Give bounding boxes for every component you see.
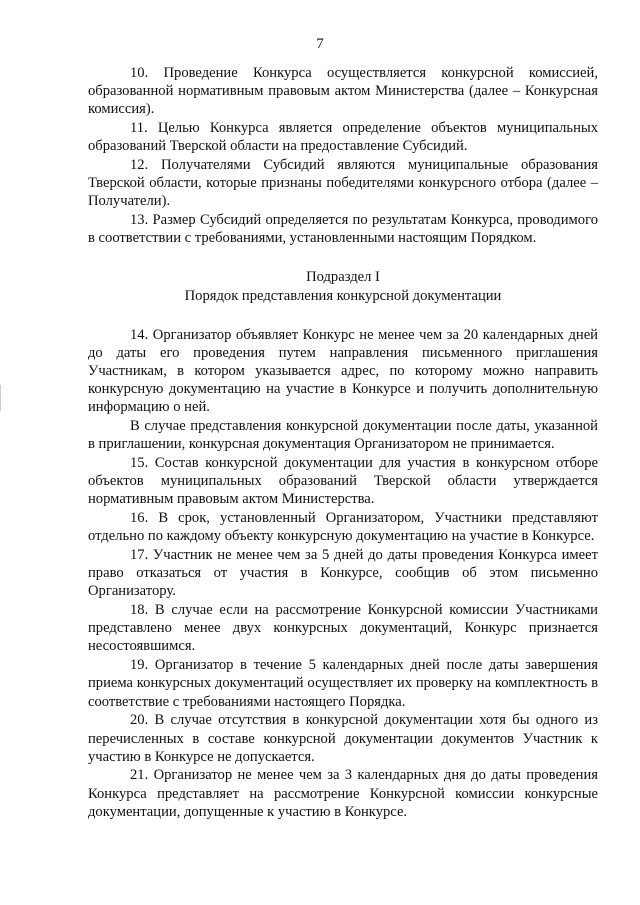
paragraph-20: 20. В случае отсутствия в конкурсной документации хотя бы одного из перечисленных в составе конкурсной документации документов Участник к участию в Конкурсе не допускается. <box>88 712 598 765</box>
paragraph-21: 21. Организатор не менее чем за 3 календарных дня до даты проведения Конкурса представляет на рассмотрение Конкурсной комиссии конкурсные документации, допущенные к участию в Конкурсе. <box>88 767 598 820</box>
paragraph-14-late-submission: В случае представления конкурсной документации после даты, указанной в приглашении, конкурсная документация Организатором не принимается. <box>88 418 598 453</box>
paragraph-19: 19. Организатор в течение 5 календарных дней после даты завершения приема конкурсных документаций осуществляет их проверку на комплектность в соответствие с требованиями настоящего Порядка. <box>88 657 598 710</box>
subsection-subtitle: Порядок представления конкурсной документации <box>184 287 502 304</box>
paragraph-16: 16. В срок, установленный Организатором, Участники представляют отдельно по каждому объекту конкурсную документацию на участие в Конкурсе. <box>88 510 598 545</box>
paragraph-14: 14. Организатор объявляет Конкурс не менее чем за 20 календарных дней до даты его проведения путем направления письменного приглашения Участникам, в котором указывается адрес, по которому можно направить конкурсную документацию на участие в Конкурсе и получить дополнительную информацию о ней. <box>88 326 598 416</box>
paragraph-13: 13. Размер Субсидий определяется по результатам Конкурса, проводимого в соответствии с требованиями, установленными настоящим Порядком. <box>88 212 598 247</box>
page-number: 7 <box>316 36 324 52</box>
paragraph-15: 15. Состав конкурсной документации для участия в конкурсном отборе объектов муниципальных образований Тверской области утверждается нормативным правовым актом Министерства. <box>88 454 598 508</box>
binding-edge-mark <box>0 385 1 411</box>
paragraph-10: 10. Проведение Конкурса осуществляется конкурсной комиссией, образованной нормативным правовым актом Министерства (далее – Конкурсная комиссия). <box>88 65 598 118</box>
paragraph-18: 18. В случае если на рассмотрение Конкурсной комиссии Участниками представлено менее двух конкурсных документаций, Конкурс признается несостоявшимся. <box>88 602 598 655</box>
paragraph-17: 17. Участник не менее чем за 5 дней до даты проведения Конкурса имеет право отказаться от участия в Конкурсе, сообщив об этом письменно Организатору. <box>88 546 598 600</box>
document-body <box>88 64 598 822</box>
subsection-heading <box>88 268 598 306</box>
paragraph-11: 11. Целью Конкурса является определение объектов муниципальных образований Тверской области на предоставление Субсидий. <box>88 120 598 155</box>
subsection-title: Подраздел I <box>306 268 380 285</box>
paragraph-12: 12. Получателями Субсидий являются муниципальные образования Тверской области, которые признаны победителями конкурсного отбора (далее – Получатели). <box>88 157 598 210</box>
